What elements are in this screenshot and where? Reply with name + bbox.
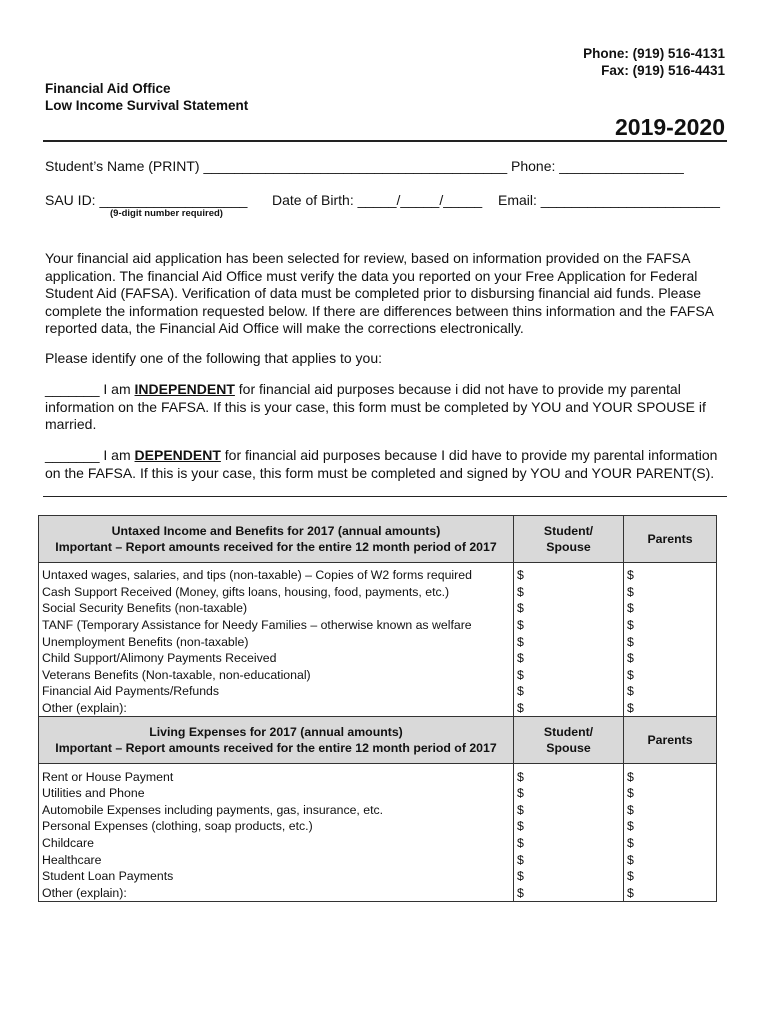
student-amount-field[interactable]: $ [514, 785, 624, 802]
parents-amount-field[interactable]: $ [624, 633, 717, 650]
income-col-student-spouse: Student/ Spouse [514, 516, 624, 563]
independent-option [45, 381, 725, 434]
parents-amount-field[interactable]: $ [624, 667, 717, 684]
dependent-post: for financial aid purposes because I did have to provide my parental information on the FAFSA. If this is your case, this form must be completed and signed by YOU and YOUR PARENT(S). [45, 447, 718, 481]
parents-amount-field[interactable]: $ [624, 700, 717, 717]
financial-table [38, 515, 717, 902]
email-line[interactable]: Email: _______________________ [498, 192, 720, 208]
table-row [39, 563, 717, 584]
expenses-row-label: Student Loan Payments [39, 868, 514, 885]
income-section-title [39, 516, 514, 563]
table-row [39, 818, 717, 835]
contact-info [583, 45, 725, 79]
income-col-parents: Parents [624, 516, 717, 563]
office-name: Financial Aid Office [45, 81, 171, 96]
student-amount-field[interactable]: $ [514, 885, 624, 902]
expenses-row-label: Childcare [39, 835, 514, 852]
expenses-row-label: Utilities and Phone [39, 785, 514, 802]
income-row-label: Other (explain): [39, 700, 514, 717]
income-row-label: Child Support/Alimony Payments Received [39, 650, 514, 667]
parents-amount-field[interactable]: $ [624, 868, 717, 885]
parents-amount-field[interactable]: $ [624, 617, 717, 634]
expenses-section-header [39, 717, 717, 764]
table-row [39, 650, 717, 667]
income-row-label: Untaxed wages, salaries, and tips (non-taxable) – Copies of W2 forms required [39, 563, 514, 584]
independent-blank[interactable]: _______ [45, 381, 100, 397]
student-amount-field[interactable]: $ [514, 600, 624, 617]
table-row [39, 868, 717, 885]
table-divider [43, 496, 727, 497]
student-amount-field[interactable]: $ [514, 802, 624, 819]
parents-amount-field[interactable]: $ [624, 885, 717, 902]
student-name-line[interactable]: Student’s Name (PRINT) _______________________________________ Phone: ________________ [45, 158, 684, 174]
intro-paragraph [45, 250, 725, 338]
expenses-subtitle-line: Important – Report amounts received for the entire 12 month period of 2017 [55, 741, 497, 756]
student-amount-field[interactable]: $ [514, 868, 624, 885]
expenses-row-label: Personal Expenses (clothing, soap products, etc.) [39, 818, 514, 835]
expenses-row-label: Other (explain): [39, 885, 514, 902]
income-section-header [39, 516, 717, 563]
independent-post: for financial aid purposes because i did not have to provide my parental information on the FAFSA. If this is your case, this form must be completed by YOU and YOUR SPOUSE if married. [45, 381, 706, 432]
expenses-col-student-spouse: Student/ Spouse [514, 717, 624, 764]
income-title-line: Untaxed Income and Benefits for 2017 (annual amounts) [111, 524, 441, 538]
parents-amount-field[interactable]: $ [624, 851, 717, 868]
student-amount-field[interactable]: $ [514, 818, 624, 835]
expenses-title-line: Living Expenses for 2017 (annual amounts) [149, 725, 403, 740]
expenses-section-title [39, 717, 514, 764]
income-row-label: Veterans Benefits (Non-taxable, non-educational) [39, 667, 514, 684]
table-row [39, 764, 717, 785]
table-row [39, 617, 717, 634]
award-year: 2019-2020 [615, 114, 725, 140]
table-row [39, 835, 717, 852]
table-row [39, 584, 717, 601]
expenses-row-label: Automobile Expenses including payments, gas, insurance, etc. [39, 802, 514, 819]
phone-number: Phone: (919) 516-4131 [583, 46, 725, 61]
table-row [39, 600, 717, 617]
student-amount-field[interactable]: $ [514, 683, 624, 700]
parents-amount-field[interactable]: $ [624, 563, 717, 584]
dependent-option [45, 447, 725, 482]
parents-amount-field[interactable]: $ [624, 683, 717, 700]
income-row-label: Social Security Benefits (non-taxable) [39, 600, 514, 617]
identify-prompt: Please identify one of the following that applies to you: [45, 350, 382, 366]
dependent-blank[interactable]: _______ [45, 447, 100, 463]
expenses-col-parents: Parents [624, 717, 717, 764]
student-amount-field[interactable]: $ [514, 667, 624, 684]
student-amount-field[interactable]: $ [514, 835, 624, 852]
table-row [39, 667, 717, 684]
table-row [39, 785, 717, 802]
income-row-label: Financial Aid Payments/Refunds [39, 683, 514, 700]
table-row [39, 683, 717, 700]
parents-amount-field[interactable]: $ [624, 600, 717, 617]
student-amount-field[interactable]: $ [514, 633, 624, 650]
sau-id-line[interactable]: SAU ID: ___________________ [45, 192, 248, 208]
sau-id-note: (9-digit number required) [110, 208, 223, 219]
table-row [39, 700, 717, 717]
dependent-pre: I am [99, 447, 135, 463]
table-row [39, 633, 717, 650]
statement-title: Low Income Survival Statement [45, 98, 249, 113]
student-amount-field[interactable]: $ [514, 650, 624, 667]
student-amount-field[interactable]: $ [514, 851, 624, 868]
independent-pre: I am [99, 381, 135, 397]
parents-amount-field[interactable]: $ [624, 650, 717, 667]
table-row [39, 885, 717, 902]
parents-amount-field[interactable]: $ [624, 584, 717, 601]
header-divider [43, 140, 727, 142]
dob-line[interactable]: Date of Birth: _____/_____/_____ [272, 192, 483, 208]
table-row [39, 802, 717, 819]
student-amount-field[interactable]: $ [514, 584, 624, 601]
income-row-label: Cash Support Received (Money, gifts loans, housing, food, payments, etc.) [39, 584, 514, 601]
parents-amount-field[interactable]: $ [624, 818, 717, 835]
expenses-row-label: Healthcare [39, 851, 514, 868]
parents-amount-field[interactable]: $ [624, 835, 717, 852]
parents-amount-field[interactable]: $ [624, 785, 717, 802]
student-amount-field[interactable]: $ [514, 563, 624, 584]
independent-word: INDEPENDENT [134, 381, 235, 397]
income-subtitle-line: Important – Report amounts received for the entire 12 month period of 2017 [55, 540, 497, 554]
intro-text: Your financial aid application has been selected for review, based on information provided on the FAFSA application. The financial Aid Office must verify the data you reported on your Free Application for Federal Student Aid (FAFSA). Verification of data must be completed prior to disbursing financial aid funds. Please complete the information requested below. If there are differences between thins information and the FAFSA reported data, the Financial Aid Office will make the corrections electronically. [45, 250, 714, 336]
student-amount-field[interactable]: $ [514, 764, 624, 785]
office-heading [45, 80, 248, 114]
student-amount-field[interactable]: $ [514, 617, 624, 634]
expenses-row-label: Rent or House Payment [39, 764, 514, 785]
fax-number: Fax: (919) 516-4431 [601, 63, 725, 78]
dependent-word: DEPENDENT [134, 447, 221, 463]
parents-amount-field[interactable]: $ [624, 802, 717, 819]
student-amount-field[interactable]: $ [514, 700, 624, 717]
parents-amount-field[interactable]: $ [624, 764, 717, 785]
income-row-label: TANF (Temporary Assistance for Needy Families – otherwise known as welfare [39, 617, 514, 634]
table-row [39, 851, 717, 868]
income-row-label: Unemployment Benefits (non-taxable) [39, 633, 514, 650]
